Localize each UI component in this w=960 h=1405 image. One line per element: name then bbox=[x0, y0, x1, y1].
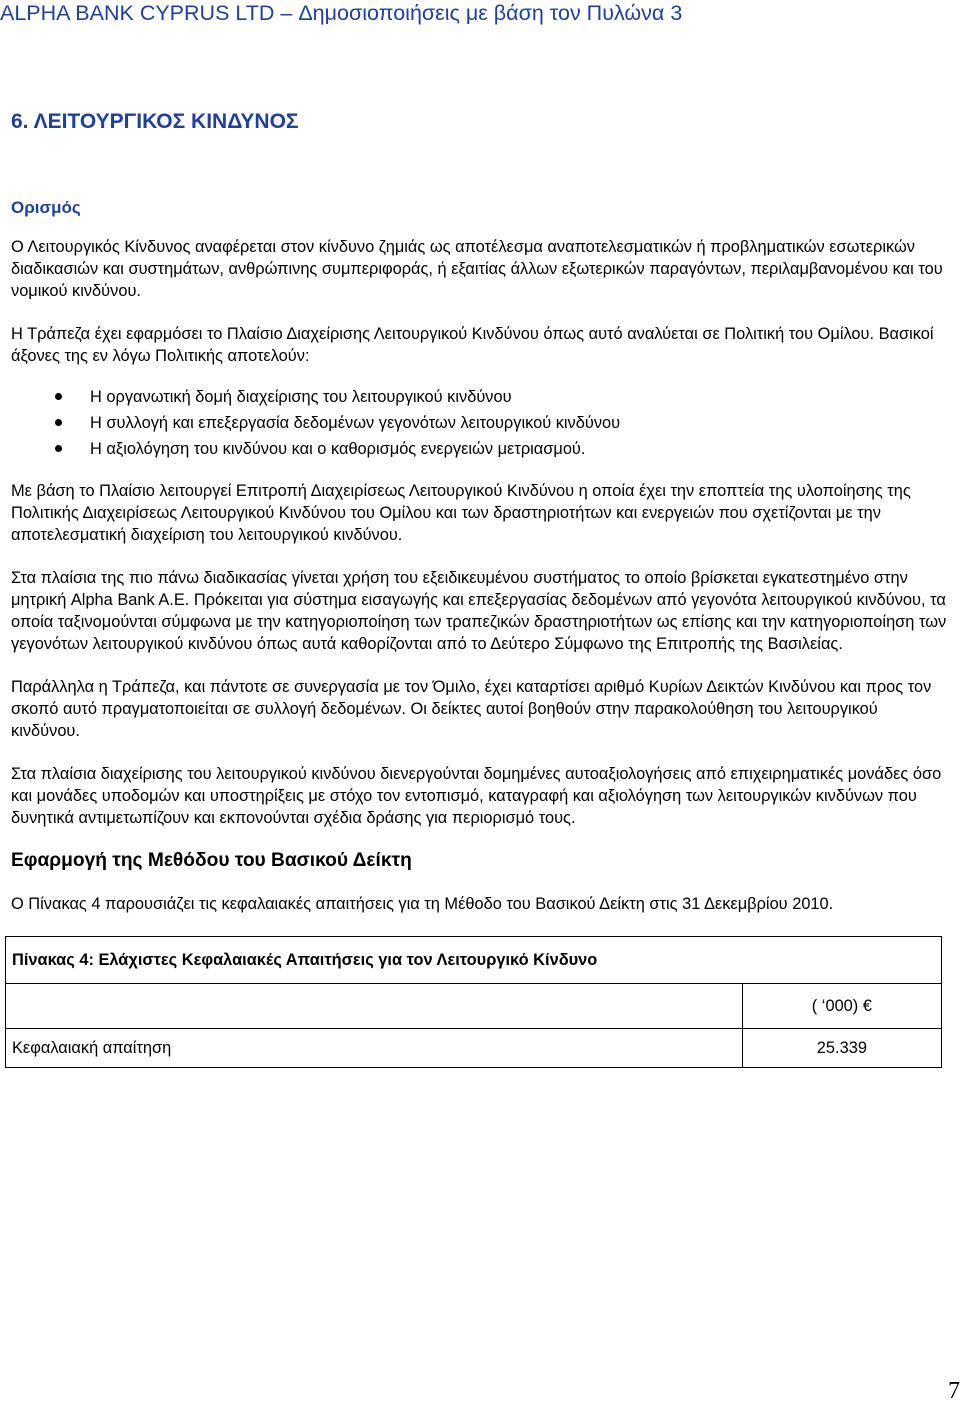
table-row-value: 25.339 bbox=[742, 1029, 941, 1068]
policy-axes-list bbox=[11, 384, 951, 462]
page-number: 7 bbox=[948, 1378, 960, 1404]
definition-heading: Ορισμός bbox=[11, 198, 81, 217]
definition-paragraph-4: Στα πλαίσια της πιο πάνω διαδικασίας γίνεται χρήση του εξειδικευμένου συστήματος το οποίο βρίσκεται εγκατεστημένο στην μητρική Alpha Bank A.E. Πρόκειται για σύστημα εισαγωγής και επεξεργασίας δεδομένων από γεγονότα λειτουργικού κινδύνου, τα οποία ταξινομούνται σύμφωνα με την κατηγοριοποίηση των τραπεζικών δραστηριοτήτων ως επίσης και την κατηγοριοποίηση των γεγονότων λειτουργικού κινδύνου όπως αυτά καθορίζονται από το Δεύτερο Σύμφωνο της Επιτροπής της Βασιλείας. bbox=[11, 569, 947, 653]
table-row-label: Κεφαλαιακή απαίτηση bbox=[6, 1029, 743, 1068]
list-item: Η συλλογή και επεξεργασία δεδομένων γεγονότων λειτουργικού κινδύνου bbox=[11, 410, 951, 436]
table-unit-header: ( ‘000) € bbox=[742, 984, 941, 1029]
document-header: ALPHA BANK CYPRUS LTD – Δημοσιοποιήσεις με βάση τον Πυλώνα 3 bbox=[0, 1, 683, 25]
definition-paragraph-1: Ο Λειτουργικός Κίνδυνος αναφέρεται στον κίνδυνο ζημιάς ως αποτέλεσμα αναποτελεσματικών ή προβληματικών εσωτερικών διαδικασιών και συστημάτων, ανθρώπινης συμπεριφοράς, ή εξαιτίας άλλων εξωτερικών παραγόντων, περιλαμβανομένου και του νομικού κινδύνου. bbox=[11, 238, 943, 300]
section-title: 6. ΛΕΙΤΟΥΡΓΙΚΟΣ ΚΙΝΔΥΝΟΣ bbox=[11, 110, 299, 133]
table-title: Πίνακας 4: Ελάχιστες Κεφαλαιακές Απαιτήσεις για τον Λειτουργικό Κίνδυνο bbox=[6, 937, 942, 984]
definition-paragraph-2: Η Τράπεζα έχει εφαρμόσει το Πλαίσιο Διαχείρισης Λειτουργικού Κινδύνου όπως αυτό αναλύεται σε Πολιτική του Ομίλου. Βασικοί άξονες της εν λόγω Πολιτικής αποτελούν: bbox=[11, 325, 934, 365]
basic-indicator-paragraph: Ο Πίνακας 4 παρουσιάζει τις κεφαλαιακές απαιτήσεις για τη Μέθοδο του Βασικού Δείκτη στις 31 Δεκεμβρίου 2010. bbox=[11, 895, 834, 913]
page-content bbox=[11, 109, 951, 1068]
list-item: Η οργανωτική δομή διαχείρισης του λειτουργικού κινδύνου bbox=[11, 384, 951, 410]
list-item: Η αξιολόγηση του κινδύνου και ο καθορισμός ενεργειών μετριασμού. bbox=[11, 436, 951, 462]
table-row bbox=[6, 1029, 942, 1068]
capital-requirements-table bbox=[5, 936, 942, 1068]
definition-paragraph-6: Στα πλαίσια διαχείρισης του λειτουργικού κινδύνου διενεργούνται δομημένες αυτοαξιολογήσεις από επιχειρηματικές μονάδες όσο και μονάδες υποδομών και υποστηρίξεις με στόχο τον εντοπισμό, καταγραφή και αξιολόγηση των λειτουργικών κινδύνων που δυνητικά αντιμετωπίζουν και εκπονούνται σχέδια δράσης για περιορισμό τους. bbox=[11, 765, 942, 827]
definition-paragraph-5: Παράλληλα η Τράπεζα, και πάντοτε σε συνεργασία με τον Όμιλο, έχει καταρτίσει αριθμό Κυρίων Δεικτών Κινδύνου και προς τον σκοπό αυτό πραγματοποιείται σε συλλογή δεδομένων. Οι δείκτες αυτοί βοηθούν στην παρακολούθηση του λειτουργικού κινδύνου. bbox=[11, 678, 932, 740]
basic-indicator-heading: Εφαρμογή της Μεθόδου του Βασικού Δείκτη bbox=[11, 850, 412, 871]
definition-paragraph-3: Με βάση το Πλαίσιο λειτουργεί Επιτροπή Διαχειρίσεως Λειτουργικού Κινδύνου η οποία έχει την εποπτεία της υλοποίησης της Πολιτικής Διαχειρίσεως Λειτουργικού Κινδύνου του Ομίλου και των δραστηριοτήτων και ενεργειών που σχετίζονται με την αποτελεσματική διαχείριση του λειτουργικού κινδύνου. bbox=[11, 482, 911, 544]
table-empty-cell bbox=[6, 984, 743, 1029]
